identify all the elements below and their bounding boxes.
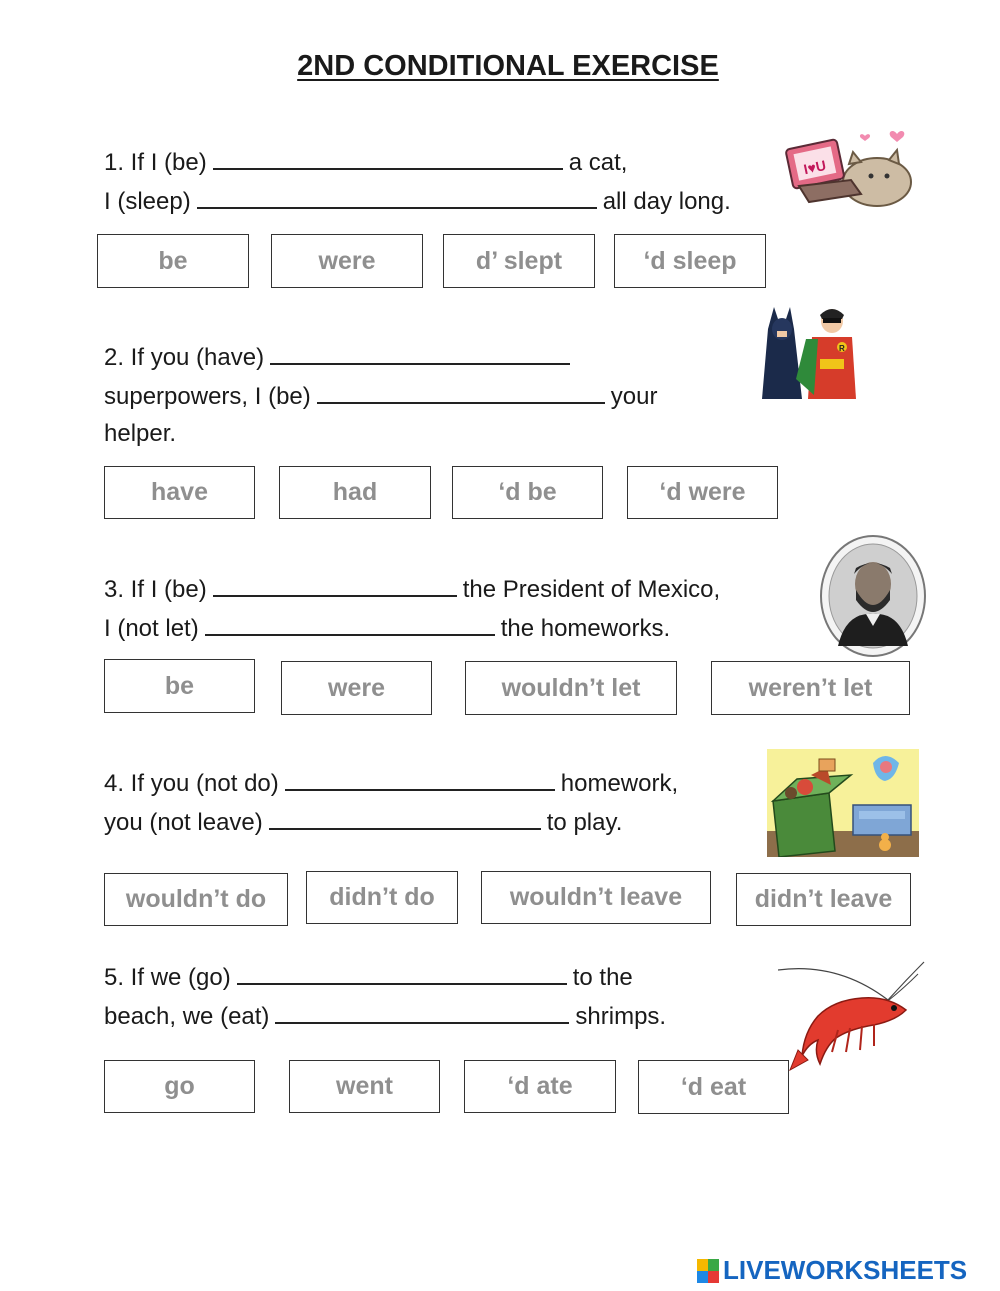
q5-option-1[interactable]: go bbox=[104, 1060, 255, 1113]
q1-option-1[interactable]: be bbox=[97, 234, 249, 288]
q4-line2 bbox=[104, 806, 622, 838]
q1-line1 bbox=[104, 146, 627, 178]
q5-option-4[interactable]: ‘d eat bbox=[638, 1060, 789, 1114]
q4-continuation-2: to play. bbox=[546, 809, 623, 836]
q3-line2 bbox=[104, 612, 670, 644]
q2-option-4[interactable]: ‘d were bbox=[627, 466, 778, 519]
q4-option-1[interactable]: wouldn’t do bbox=[104, 873, 288, 926]
q5-prompt-1: 5. If we (go) bbox=[104, 964, 231, 991]
logo-square-3 bbox=[697, 1271, 708, 1283]
liveworksheets-logo bbox=[697, 1255, 967, 1286]
q1-blank-1[interactable] bbox=[213, 146, 563, 170]
q4-option-2[interactable]: didn’t do bbox=[306, 871, 458, 924]
q1-continuation-1: a cat, bbox=[568, 149, 628, 176]
logo-square-4 bbox=[708, 1271, 719, 1283]
q4-option-4[interactable]: didn’t leave bbox=[736, 873, 911, 926]
q1-option-2[interactable]: were bbox=[271, 234, 423, 288]
q1-blank-2[interactable] bbox=[197, 185, 597, 209]
q5-blank-1[interactable] bbox=[237, 961, 567, 985]
q5-option-2[interactable]: went bbox=[289, 1060, 440, 1113]
q5-blank-2[interactable] bbox=[275, 1000, 569, 1024]
q1-line2 bbox=[104, 185, 731, 217]
q1-prompt-2: I (sleep) bbox=[104, 188, 191, 215]
q5-continuation-2: shrimps. bbox=[575, 1003, 667, 1030]
q4-blank-2[interactable] bbox=[269, 806, 541, 830]
liveworksheets-logo-icon bbox=[697, 1259, 719, 1283]
q2-prompt-1: 2. If you (have) bbox=[104, 344, 265, 371]
shrimp-image bbox=[778, 960, 926, 1072]
q5-line2 bbox=[104, 1000, 666, 1032]
q2-option-3[interactable]: ‘d be bbox=[452, 466, 603, 519]
batman-robin-image bbox=[762, 299, 862, 401]
q1-option-4[interactable]: ‘d sleep bbox=[614, 234, 766, 288]
q1-prompt-1: 1. If I (be) bbox=[104, 149, 207, 176]
q3-option-1[interactable]: be bbox=[104, 659, 255, 713]
q2-option-1[interactable]: have bbox=[104, 466, 255, 519]
q4-option-3[interactable]: wouldn’t leave bbox=[481, 871, 711, 924]
logo-square-1 bbox=[697, 1259, 708, 1271]
liveworksheets-brand: LIVEWORKSHEETS bbox=[723, 1255, 968, 1285]
page-title: 2ND CONDITIONAL EXERCISE bbox=[297, 50, 719, 82]
q2-blank-2[interactable] bbox=[317, 380, 605, 404]
q4-line1 bbox=[104, 767, 678, 799]
q1-continuation-2: all day long. bbox=[602, 188, 731, 215]
president-portrait-image bbox=[818, 534, 928, 658]
q3-blank-1[interactable] bbox=[213, 573, 457, 597]
logo-square-2 bbox=[708, 1259, 719, 1271]
q3-option-3[interactable]: wouldn’t let bbox=[465, 661, 677, 715]
q3-option-2[interactable]: were bbox=[281, 661, 432, 715]
q2-blank-1[interactable] bbox=[270, 341, 570, 365]
q5-line1 bbox=[104, 961, 633, 993]
q3-line1 bbox=[104, 573, 720, 605]
q2-line2 bbox=[104, 380, 657, 412]
q4-blank-1[interactable] bbox=[285, 767, 555, 791]
svg-text:I♥U: I♥U bbox=[802, 156, 828, 178]
q2-prompt-2: superpowers, I (be) bbox=[104, 383, 311, 410]
q1-option-3[interactable]: d’ slept bbox=[443, 234, 595, 288]
q2-continuation-2: your bbox=[610, 383, 658, 410]
q5-prompt-2: beach, we (eat) bbox=[104, 1003, 270, 1030]
q2-option-2[interactable]: had bbox=[279, 466, 431, 519]
q3-prompt-1: 3. If I (be) bbox=[104, 576, 207, 603]
q3-prompt-2: I (not let) bbox=[104, 615, 199, 642]
q4-continuation-1: homework, bbox=[560, 770, 679, 797]
q2-line1 bbox=[104, 341, 576, 373]
q3-blank-2[interactable] bbox=[205, 612, 495, 636]
q3-option-4[interactable]: weren’t let bbox=[711, 661, 910, 715]
q3-continuation-1: the President of Mexico, bbox=[462, 576, 721, 603]
q5-option-3[interactable]: ‘d ate bbox=[464, 1060, 616, 1113]
q4-prompt-1: 4. If you (not do) bbox=[104, 770, 279, 797]
svg-text:R: R bbox=[839, 344, 845, 353]
toy-box-image bbox=[767, 749, 919, 857]
q3-continuation-2: the homeworks. bbox=[500, 615, 671, 642]
q5-continuation-1: to the bbox=[572, 964, 633, 991]
q4-prompt-2: you (not leave) bbox=[104, 809, 263, 836]
cat-laptop-image bbox=[779, 120, 914, 215]
q2-line3: helper. bbox=[104, 420, 177, 447]
